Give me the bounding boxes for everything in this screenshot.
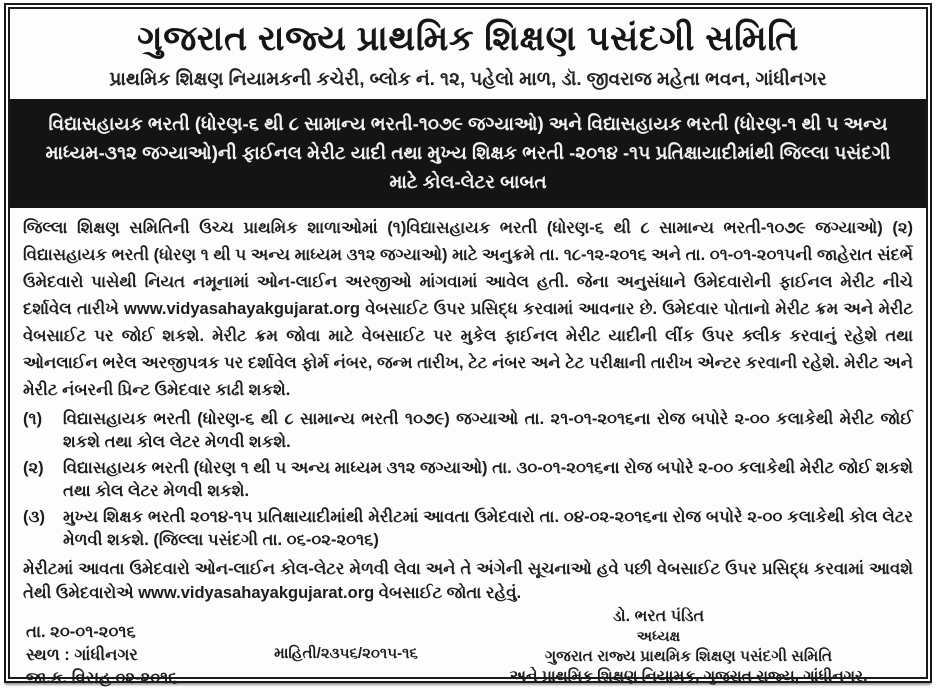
advertisement-ref: જા.ક. વિસહ ૦૨-૨૦૧૬: [26, 669, 178, 688]
notice-page: [4, 3, 932, 688]
list-item-text: મુખ્ય શિક્ષક ભરતી ૨૦૧૪-૧૫ પ્રતિક્ષાયાદીમાંથી મેરીટમાં આવતા ઉમેદવારો તા. ૦૪-૦૨-૨૦૧૬ના રોજ બપોરે ૨-૦૦ કલાકેથી કોલ લેટર મેળવી શકશે. (જિલ્લા પસંદગી તા. ૦૬-૦૨-૨૦૧૬): [63, 508, 913, 549]
list-item: [23, 506, 913, 551]
numbered-list: [10, 404, 926, 551]
closing-paragraph: મેરીટમાં આવતા ઉમેદવારો ઓન-લાઈન કોલ-લેટર મેળવી લેવા અને તે અંગેની સૂચનાઓ હવે પછી વેબસાઈટ ઉપર પ્રસિદ્ધ કરવામાં આવશે તેથી ઉમેદવારોએ www.vidyasahayakgujarat.org વેબસાઈટ જોતા રહેવું.: [23, 560, 913, 602]
info-number: માહિતી/૨૩૫૬/૨૦૧૫-૧૬: [274, 645, 418, 663]
notice-date: તા. ૨૦-૦૧-૨૦૧૬: [26, 623, 136, 642]
list-item: [23, 457, 913, 502]
office-address: પ્રાથમિક શિક્ષણ નિયામકની કચેરી, બ્લોક નં. ૧૨, પહેલો માળ, ડૉ. જીવરાજ મહેતા ભવન, ગાંધીનગર: [109, 67, 827, 89]
signatory-org-line2: અને પ્રાથમિક શિક્ષણ નિયામક, ગુજરાત રાજ્ય, ગાંધીનગર.: [509, 668, 868, 686]
signature-block: [461, 607, 916, 687]
subject-banner: વિદ્યાસહાયક ભરતી (ધોરણ-૬ થી ૮ સામાન્ય ભરતી-૧૦૭૯ જગ્યાઓ) અને વિદ્યાસહાયક ભરતી (ધોરણ-૧ થી ૫ અન્ય માધ્યમ-૩૧૨ જગ્યાઓ)ની ફાઈનલ મેરીટ યાદી તથા મુખ્ય શિક્ષક ભરતી -૨૦૧૪ -૧૫ પ્રતિક્ષાયાદીમાંથી જિલ્લા પસંદગી માટે કોલ-લેટર બાબત: [10, 99, 926, 209]
notice-place: સ્થળ : ગાંધીનગર: [26, 646, 138, 665]
signatory-title: અધ્યક્ષ: [636, 629, 681, 646]
list-item-number: (૨): [23, 459, 44, 478]
notice-footer: [10, 605, 926, 690]
list-item-text: વિદ્યાસહાયક ભરતી (ધોરણ-૬ થી ૮ સામાન્ય ભરતી ૧૦૭૯) જગ્યાઓ તા. ૨૧-૦૧-૨૦૧૬ના રોજ બપોરે ૨-૦૦ કલાકેથી મેરીટ જોઈ શકશે તથા કોલ લેટર મેળવી શકશે.: [63, 410, 913, 451]
list-item-text: વિદ્યાસહાયક ભરતી (ધોરણ ૧ થી ૫ અન્ય માધ્યમ ૩૧૨ જગ્યાઓ) તા. ૩૦-૦૧-૨૦૧૬ના રોજ બપોરે ૨-૦૦ કલાકેથી મેરીટ જોઈ શકશે તથા કોલ લેટર મેળવી શકશે.: [63, 459, 913, 500]
signatory-name: ડો. ભરત પંડિત: [612, 608, 705, 626]
notice-header: [10, 9, 926, 99]
list-item-number: (૧): [23, 410, 43, 429]
footer-left-block: [26, 607, 231, 690]
list-item: [23, 408, 913, 453]
list-item-number: (૩): [23, 508, 45, 527]
page-title: ગુજરાત રાજ્ય પ્રાથમિક શિક્ષણ પસંદગી સમિતિ: [137, 19, 799, 58]
body-paragraph: જિલ્લા શિક્ષણ સમિતિની ઉચ્ચ પ્રાથમિક શાળાઓમાં (૧)વિદ્યાસહાયક ભરતી (ધોરણ-૬ થી ૮ સામાન્ય ભરતી-૧૦૭૯ જગ્યાઓ) (૨) વિદ્યાસહાયક ભરતી (ધોરણ ૧ થી ૫ અન્ય માધ્યમ ૩૧૨ જગ્યાઓ) માટે અનુક્રમે તા. ૧૮-૧૨-૨૦૧૬ અને તા. ૦૧-૦૧-૨૦૧૫ની જાહેરાત સંદર્ભે ઉમેદવારો પાસેથી નિયત નમૂનામાં ઓન-લાઈન અરજીઓ માંગવામાં આવેલ હતી. જેના અનુસંધાને ઉમેદવારોની ફાઈનલ મેરીટ નીચે દર્શાવેલ તારીખે www.vidyasahayakgujarat.org વેબસાઈટ ઉપર પ્રસિદ્ધ કરવામાં આવનાર છે. ઉમેદવાર પોતાનો મેરીટ ક્રમ અને મેરીટ વેબસાઈટ પર જોઈ શકશે. મેરીટ ક્રમ જોવા માટે વેબસાઈટ પર મુકેલ ફાઈનલ મેરીટ યાદીની લીંક ઉપર ક્લીક કરવાનું રહેશે તથા ઓનલાઈન ભરેલ અરજીપત્રક પર દર્શાવેલ ફોર્મ નંબર, જન્મ તારીખ, ટેટ નંબર અને ટેટ પરીક્ષાની તારીખ એન્ટર કરવાની રહેશે. મેરીટ અને મેરીટ નંબરની પ્રિન્ટ ઉમેદવાર કાઢી શકશે.: [23, 219, 913, 400]
signatory-org-line1: ગુજરાત રાજ્ય પ્રાથમિક શિક્ષણ પસંદગી સમિતિ: [544, 648, 833, 666]
